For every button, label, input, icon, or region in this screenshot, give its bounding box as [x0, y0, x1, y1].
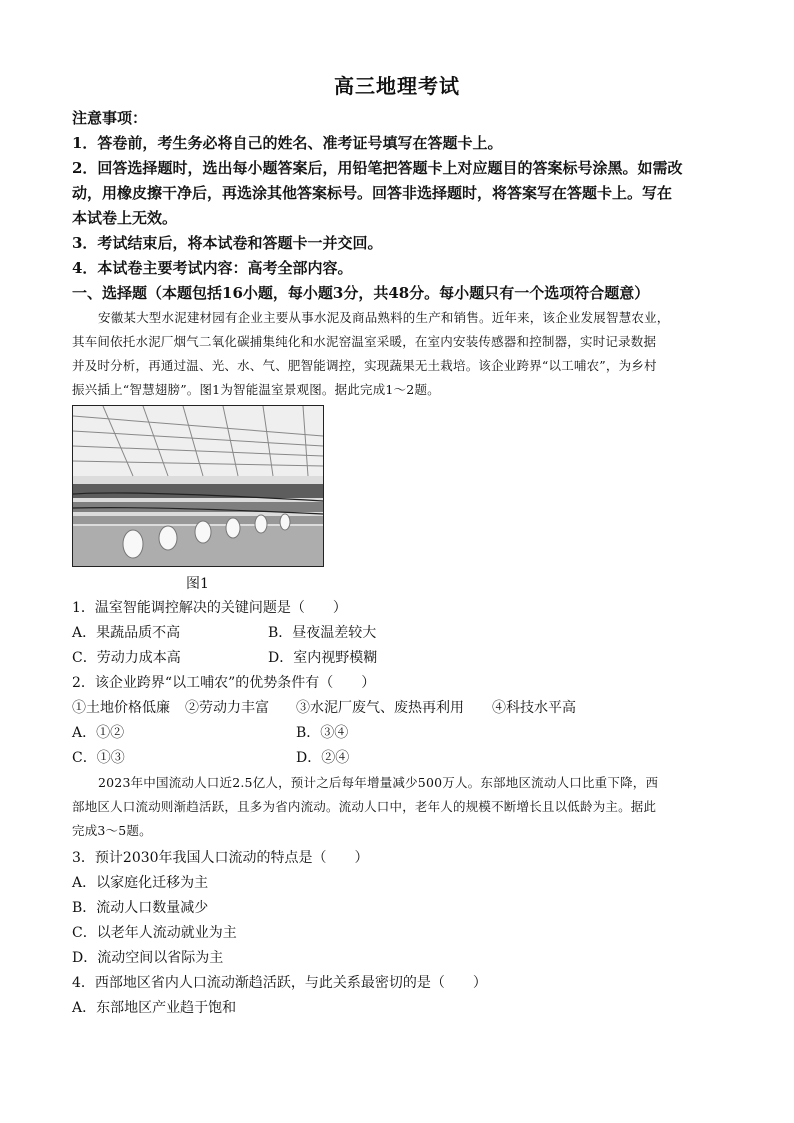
- question-stem: 2．该企业跨界“以工哺农”的优势条件有（ ）: [72, 675, 376, 691]
- option-d: D．②④: [296, 750, 350, 766]
- section-heading: 一、选择题（本题包括16小题，每小题3分，共48分。每小题只有一个选项符合题意）: [72, 284, 650, 302]
- option-b: B．流动人口数量减少: [72, 900, 209, 916]
- option-b: B．昼夜温差较大: [268, 625, 377, 641]
- condition-1: ①土地价格低廉: [72, 700, 170, 716]
- notice-item: 1．答卷前，考生务必将自己的姓名、准考证号填写在答题卡上。: [72, 134, 503, 152]
- notice-heading: 注意事项：: [72, 109, 148, 127]
- condition-4: ④科技水平高: [492, 700, 576, 716]
- figure-caption: 图1: [186, 576, 209, 592]
- option-c: C．①③: [72, 750, 125, 766]
- option-d: D．室内视野模糊: [268, 650, 378, 666]
- option-a: A．以家庭化迁移为主: [72, 875, 209, 891]
- notice-item: 本试卷上无效。: [72, 209, 178, 227]
- notice-item: 2．回答选择题时，选出每小题答案后，用铅笔把答题卡上对应题目的答案标号涂黑。如需改: [72, 159, 683, 177]
- notice-item: 动，用橡皮擦干净后，再选涂其他答案标号。回答非选择题时，将答案写在答题卡上。写在: [72, 184, 673, 202]
- passage-line: 振兴插上“智慧翅膀”。图1为智能温室景观图。据此完成1～2题。: [72, 382, 440, 397]
- passage-line: 安徽某大型水泥建材园有企业主要从事水泥及商品熟料的生产和销售。近年来，该企业发展智慧农业，: [98, 310, 670, 325]
- passage-line: 部地区人口流动则渐趋活跃，且多为省内流动。流动人口中，老年人的规模不断增长且以低龄为主。据此: [72, 799, 657, 814]
- greenhouse-photo: [72, 405, 324, 567]
- condition-2: ②劳动力丰富: [185, 700, 269, 716]
- condition-3: ③水泥厂废气、废热再利用: [296, 700, 464, 716]
- notice-item: 4．本试卷主要考试内容：高考全部内容。: [72, 259, 353, 277]
- notice-item: 3．考试结束后，将本试卷和答题卡一并交回。: [72, 234, 383, 252]
- option-a: A．果蔬品质不高: [72, 625, 181, 641]
- passage-line: 2023年中国流动人口近2.5亿人，预计之后每年增量减少500万人。东部地区流动人口比重下降，西: [98, 775, 659, 790]
- option-b: B．③④: [296, 725, 349, 741]
- passage-line: 并及时分析，再通过温、光、水、气、肥智能调控，实现蔬果无土栽培。该企业跨界“以工哺农”，为乡村: [72, 358, 657, 373]
- passage-line: 其车间依托水泥厂烟气二氧化碳捕集纯化和水泥窑温室采暖，在室内安装传感器和控制器，实时记录数据: [72, 334, 657, 349]
- option-a: A．①②: [72, 725, 125, 741]
- question-stem: 1．温室智能调控解决的关键问题是（ ）: [72, 600, 347, 616]
- passage-line: 完成3～5题。: [72, 823, 152, 838]
- page-title: 高三地理考试: [334, 74, 460, 98]
- option-a: A．东部地区产业趋于饱和: [72, 1000, 237, 1016]
- option-c: C．以老年人流动就业为主: [72, 925, 237, 941]
- question-stem: 4．西部地区省内人口流动渐趋活跃，与此关系最密切的是（ ）: [72, 975, 487, 991]
- option-c: C．劳动力成本高: [72, 650, 181, 666]
- question-stem: 3．预计2030年我国人口流动的特点是（ ）: [72, 850, 369, 866]
- option-d: D．流动空间以省际为主: [72, 950, 224, 966]
